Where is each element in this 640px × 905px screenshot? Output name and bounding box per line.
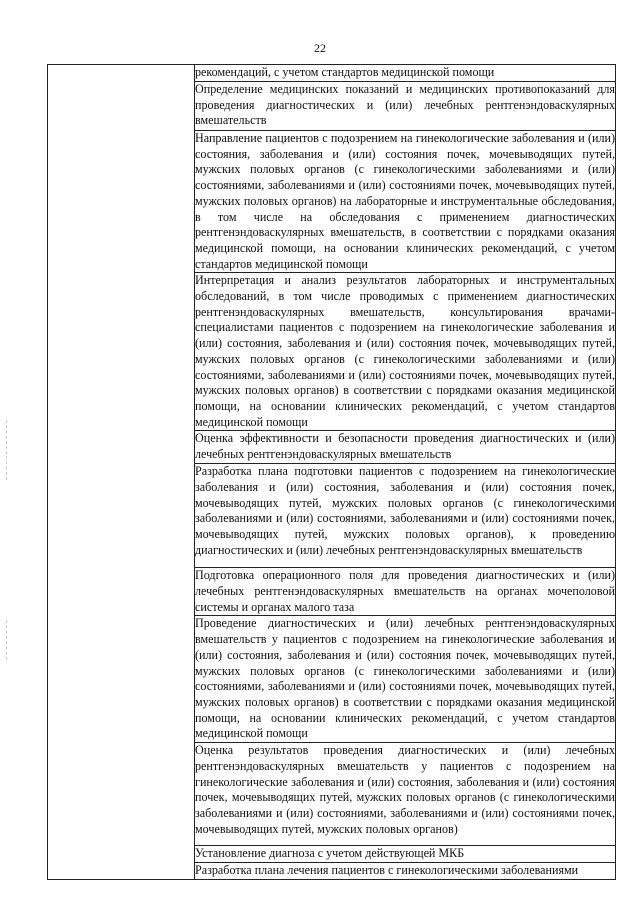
page-number: 22	[314, 41, 326, 55]
table-row	[48, 65, 616, 82]
table-left-column-cell	[48, 65, 195, 880]
table-cell-text: Разработка плана лечения пациентов с гинекологическими заболеваниями	[195, 863, 616, 880]
scan-edge-mark	[6, 420, 8, 480]
scan-edge-mark	[6, 620, 8, 660]
table-cell-text: Оценка эффективности и безопасности проведения диагностических и (или) лечебных рентгенэндоваскулярных вмешательств	[195, 431, 616, 464]
table-cell-text: рекомендаций, с учетом стандартов медицинской помощи	[195, 65, 616, 82]
table-cell-text: Интерпретация и анализ результатов лабораторных и инструментальных обследований, в том числе проводимых с применением диагностических рентгенэндоваскулярных вмешательств, консультирования врачами-специалистами пациентов с подозрением на гинекологические заболевания и (или) состояния, заболевания и (или) состояния почек, мочевыводящих путей, мужских половых органов (с гинекологическими заболеваниями и (или) состояниями, заболеваниями и (или) состояниями почек, мочевыводящих путей, мужских половых органов) в соответствии с порядками оказания медицинской помощи, на основании клинических рекомендаций, с учетом стандартов медицинской помощи	[195, 273, 616, 431]
table-cell-text: Подготовка операционного поля для проведения диагностических и (или) лечебных рентгенэндоваскулярных вмешательств на органах мочеполовой системы и органах малого таза	[195, 568, 616, 616]
table-cell-text: Разработка плана подготовки пациентов с подозрением на гинекологические заболевания и (или) состояния, заболевания и (или) состояния почек, мочевыводящих путей, мужских половых органов (с гинекологическими заболеваниями и (или) состояниями, заболеваниями и (или) состояниями почек, мочевыводящих путей, мужских половых органов), к проведению диагностических и (или) лечебных рентгенэндоваскулярных вмешательств	[195, 464, 616, 568]
table-cell-text: Оценка результатов проведения диагностических и (или) лечебных рентгенэндоваскулярных вмешательств у пациентов с подозрением на гинекологические заболевания и (или) состояния, заболевания и (или) состояния почек, мочевыводящих путей, мужских половых органов (с гинекологическими заболеваниями и (или) состояниями, заболеваниями и (или) состояниями почек, мочевыводящих путей, мужских половых органов)	[195, 743, 616, 846]
table-cell-text: Определение медицинских показаний и медицинских противопоказаний для проведения диагностических и (или) лечебных рентгенэндоваскулярных вмешательств	[195, 82, 616, 131]
table-cell-text: Установление диагноза с учетом действующей МКБ	[195, 846, 616, 863]
table-cell-text: Направление пациентов с подозрением на гинекологические заболевания и (или) состояния, заболевания и (или) состояния почек, мочевыводящих путей, мужских половых органов (с гинекологическими заболеваниями и (или) состояниями, заболеваниями и (или) состояниями почек, мочевыводящих путей, мужских половых органов) на лабораторные и инструментальные обследования, в том числе на обследования с применением диагностических рентгенэндоваскулярных вмешательств, в соответствии с порядками оказания медицинской помощи, на основании клинических рекомендаций, с учетом стандартов медицинской помощи	[195, 131, 616, 273]
table-cell-text: Проведение диагностических и (или) лечебных рентгенэндоваскулярных вмешательств у пациентов с подозрением на гинекологические заболевания и (или) состояния, заболевания и (или) состояния почек, мочевыводящих путей, мужских половых органов (с гинекологическими заболеваниями и (или) состояниями, заболеваниями и (или) состояниями почек, мочевыводящих путей, мужских половых органов) в соответствии с порядками оказания медицинской помощи, на основании клинических рекомендаций, с учетом стандартов медицинской помощи	[195, 616, 616, 743]
labor-functions-table	[47, 64, 616, 880]
